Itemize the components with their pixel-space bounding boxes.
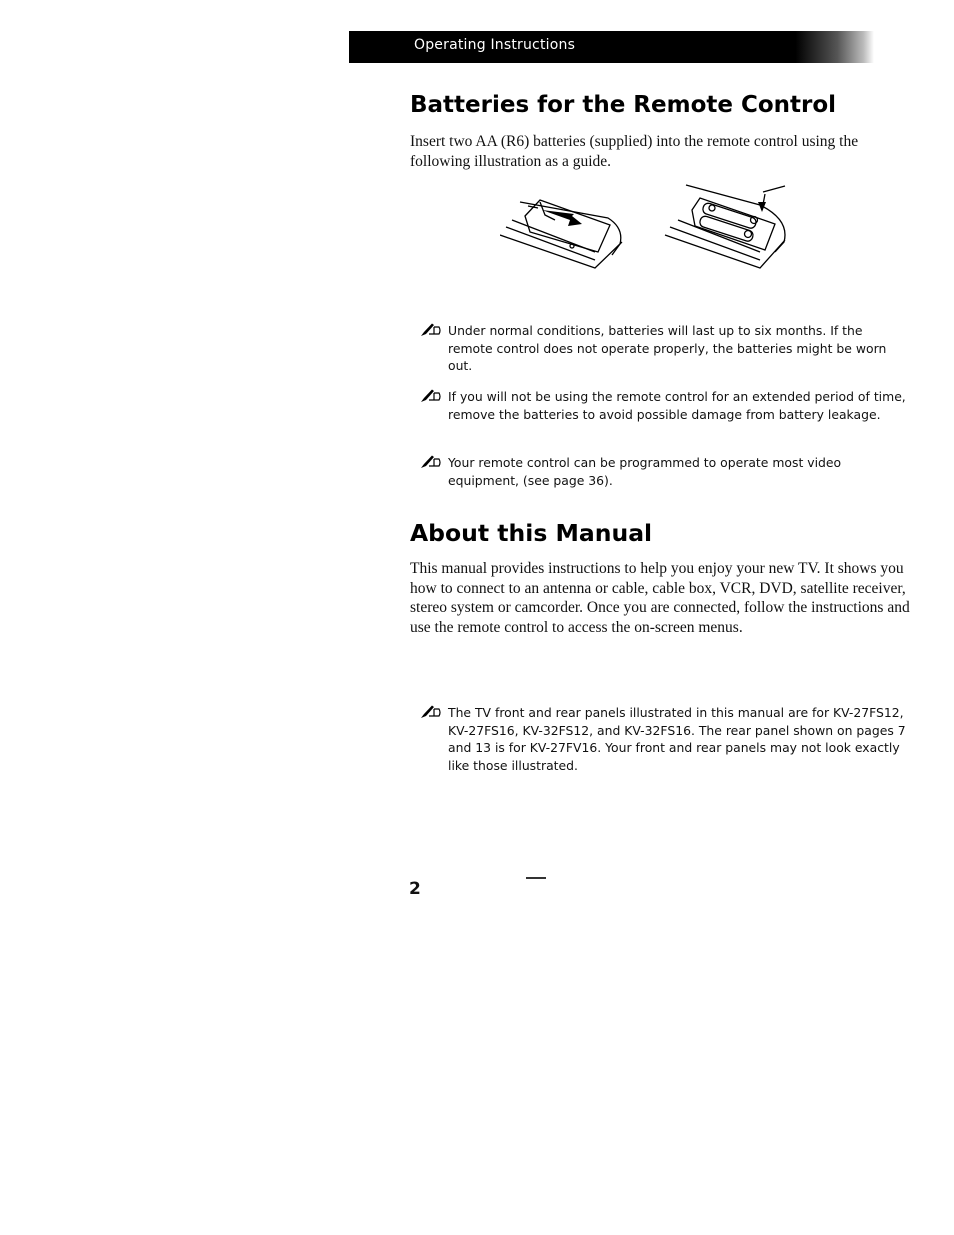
header-title: Operating Instructions bbox=[414, 37, 576, 53]
manual-heading: About this Manual bbox=[410, 519, 653, 547]
pencil-note-icon bbox=[420, 389, 442, 403]
manual-body: This manual provides instructions to help you enjoy your new TV. It shows you how to connect to an antenna or cable, cable box, VCR, DVD, satellite receiver, stereo system or camcorder. Once you are connected, follow the instructions and use the remote control to access the on-screen menus. bbox=[410, 560, 910, 636]
note-text: The TV front and rear panels illustrated in this manual are for KV-27FS12, KV-27FS16, KV-32FS12, and KV-32FS16. The rear panel shown on pages 7 and 13 is for KV-27FV16. Your front and rear panels may not look exactly like those illustrated. bbox=[448, 705, 906, 773]
note-item bbox=[420, 704, 910, 774]
note-text: Under normal conditions, batteries will last up to six months. If the remote control does not operate properly, the batteries might be worn out. bbox=[448, 323, 887, 373]
pencil-note-icon bbox=[420, 705, 442, 719]
note-item bbox=[420, 454, 910, 489]
batteries-heading: Batteries for the Remote Control bbox=[410, 92, 837, 118]
divider bbox=[526, 877, 546, 879]
header-bar bbox=[349, 31, 874, 63]
pencil-note-icon bbox=[420, 455, 442, 469]
battery-illustration bbox=[500, 180, 800, 272]
note-item bbox=[420, 322, 910, 375]
note-text: If you will not be using the remote control for an extended period of time, remove the batteries to avoid possible damage from battery leakage. bbox=[448, 389, 906, 422]
note-text: Your remote control can be programmed to operate most video equipment, (see page 36). bbox=[448, 455, 842, 488]
batteries-body: Insert two AA (R6) batteries (supplied) into the remote control using the following illustration as a guide. bbox=[410, 133, 859, 170]
pencil-note-icon bbox=[420, 323, 442, 337]
note-item bbox=[420, 388, 910, 423]
page-number: 2 bbox=[409, 879, 421, 899]
